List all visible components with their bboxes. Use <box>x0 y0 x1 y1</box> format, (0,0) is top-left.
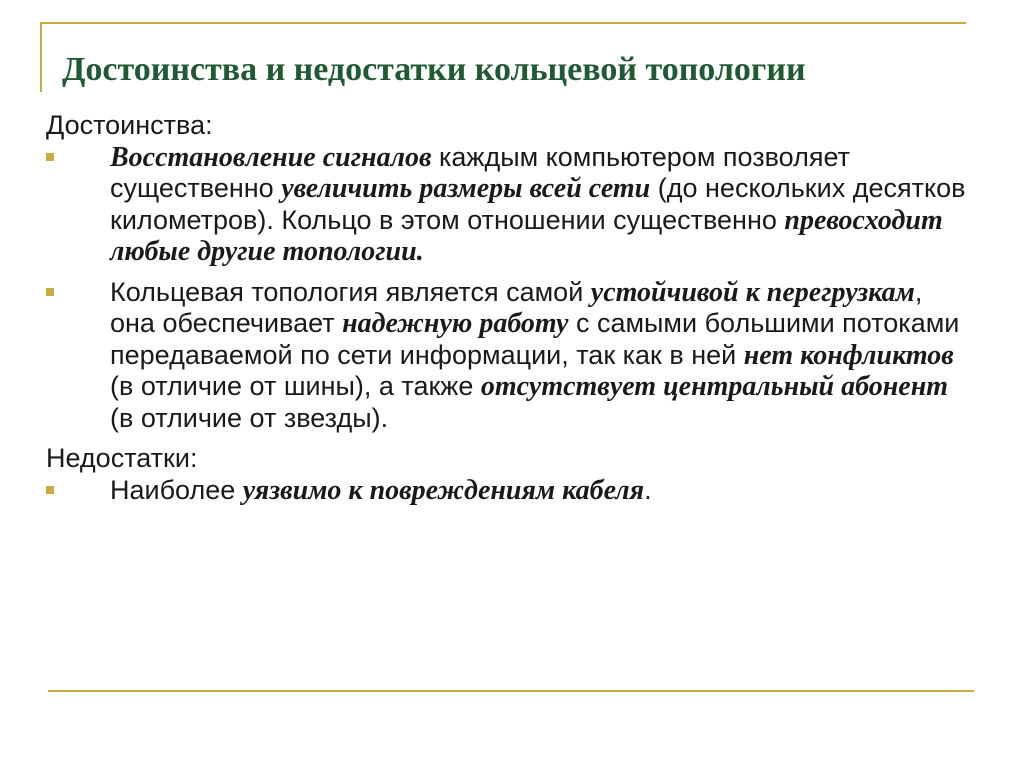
disadvantage-item-1 <box>46 475 966 507</box>
item-text <box>110 475 652 505</box>
bottom-divider <box>48 690 974 692</box>
slide-content <box>46 110 966 515</box>
item-text <box>110 277 959 433</box>
emphasis-text: Восстановление сигналов <box>110 141 432 173</box>
body-text: каждым компьютером позволяет существенно <box>110 141 850 203</box>
emphasis-text: надежную работу <box>342 308 569 339</box>
bullet-square-icon <box>46 288 54 296</box>
body-text: (в отличие от шины), а также <box>110 371 481 401</box>
body-text: Наиболее <box>110 474 243 505</box>
advantages-label: Достоинства: <box>46 110 213 140</box>
body-text: . <box>644 474 652 505</box>
emphasis-text: увеличить размеры всей сети <box>281 173 651 204</box>
advantage-item-2 <box>46 277 966 435</box>
bullet-square-icon <box>46 486 54 494</box>
disadvantages-label: Недостатки: <box>46 443 198 473</box>
emphasis-text: отсутствует центральный абонент <box>480 371 949 402</box>
item-text <box>110 142 965 267</box>
emphasis-text: уязвимо к повреждениям кабеля <box>242 474 645 506</box>
body-text: (до нескольких десятков километров). Кольцо в этом отношении существенно <box>110 173 966 235</box>
emphasis-text: устойчивой к перегрузкам <box>590 276 915 308</box>
slide-title: Достоинства и недостатки кольцевой топологии <box>62 51 806 88</box>
emphasis-text: нет конфликтов <box>743 339 954 371</box>
body-text: , она обеспечивает <box>110 276 923 338</box>
title-side-divider <box>40 22 42 92</box>
bullet-square-icon <box>46 153 54 161</box>
body-text: (в отличие от звезды). <box>110 402 389 433</box>
body-text: с самыми большими потоками передаваемой по сети информации, так как в ней <box>110 308 960 370</box>
emphasis-text: превосходит любые другие топологии <box>110 204 943 267</box>
body-text: . <box>416 236 424 267</box>
body-text: Кольцевая топология является самой <box>110 276 591 307</box>
top-divider <box>40 22 966 24</box>
advantage-item-1 <box>46 142 966 268</box>
